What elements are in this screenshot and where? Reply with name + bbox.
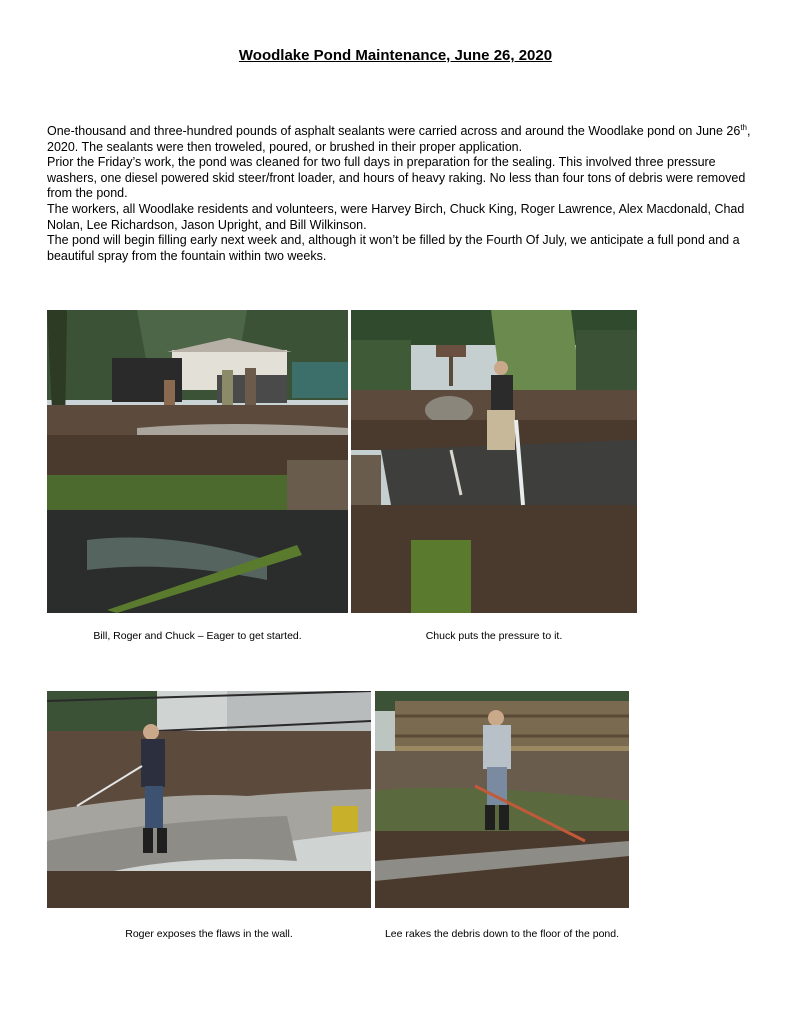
photo-pond-wall [47, 691, 371, 908]
caption-photo-4: Lee rakes the debris down to the floor of the pond. [384, 928, 620, 940]
paragraph-workers: The workers, all Woodlake residents and volunteers, were Harvey Birch, Chuck King, Roger Lawrence, Alex Macdonald, Chad Nolan, Lee Richardson, Jason Upright, and Bill Wilkinson. [47, 201, 745, 232]
photo-volunteers-trucks [47, 310, 348, 613]
caption-photo-1: Bill, Roger and Chuck – Eager to get started. [93, 630, 302, 642]
paragraph-sealants-start: One-thousand and three-hundred pounds of asphalt sealants were carried across and around the Woodlake pond on June 26 [47, 124, 741, 138]
paragraph-cleaning: Prior the Friday’s work, the pond was cleaned for two full days in preparation for the sealing. This involved three pressure washers, one diesel powered skid steer/front loader, and hours of heavy raking. No less than four tons of debris were removed from the pond. [47, 155, 746, 201]
date-suffix: th [740, 122, 747, 132]
article-body [47, 124, 752, 264]
caption-photo-3: Roger exposes the flaws in the wall. [125, 928, 293, 940]
photo-raking-debris [375, 691, 629, 908]
paragraph-sealants [47, 124, 752, 155]
photo-pressure-washing [351, 310, 637, 613]
document-title: Woodlake Pond Maintenance, June 26, 2020 [238, 47, 553, 64]
caption-photo-2: Chuck puts the pressure to it. [425, 630, 563, 642]
paragraph-filling: The pond will begin filling early next week and, although it won’t be filled by the Fourth Of July, we anticipate a full pond and a beautiful spray from the fountain within two weeks. [47, 233, 740, 263]
paragraph-sealants-end: , 2020. The sealants were then troweled, poured, or brushed in their proper application. [47, 124, 751, 154]
